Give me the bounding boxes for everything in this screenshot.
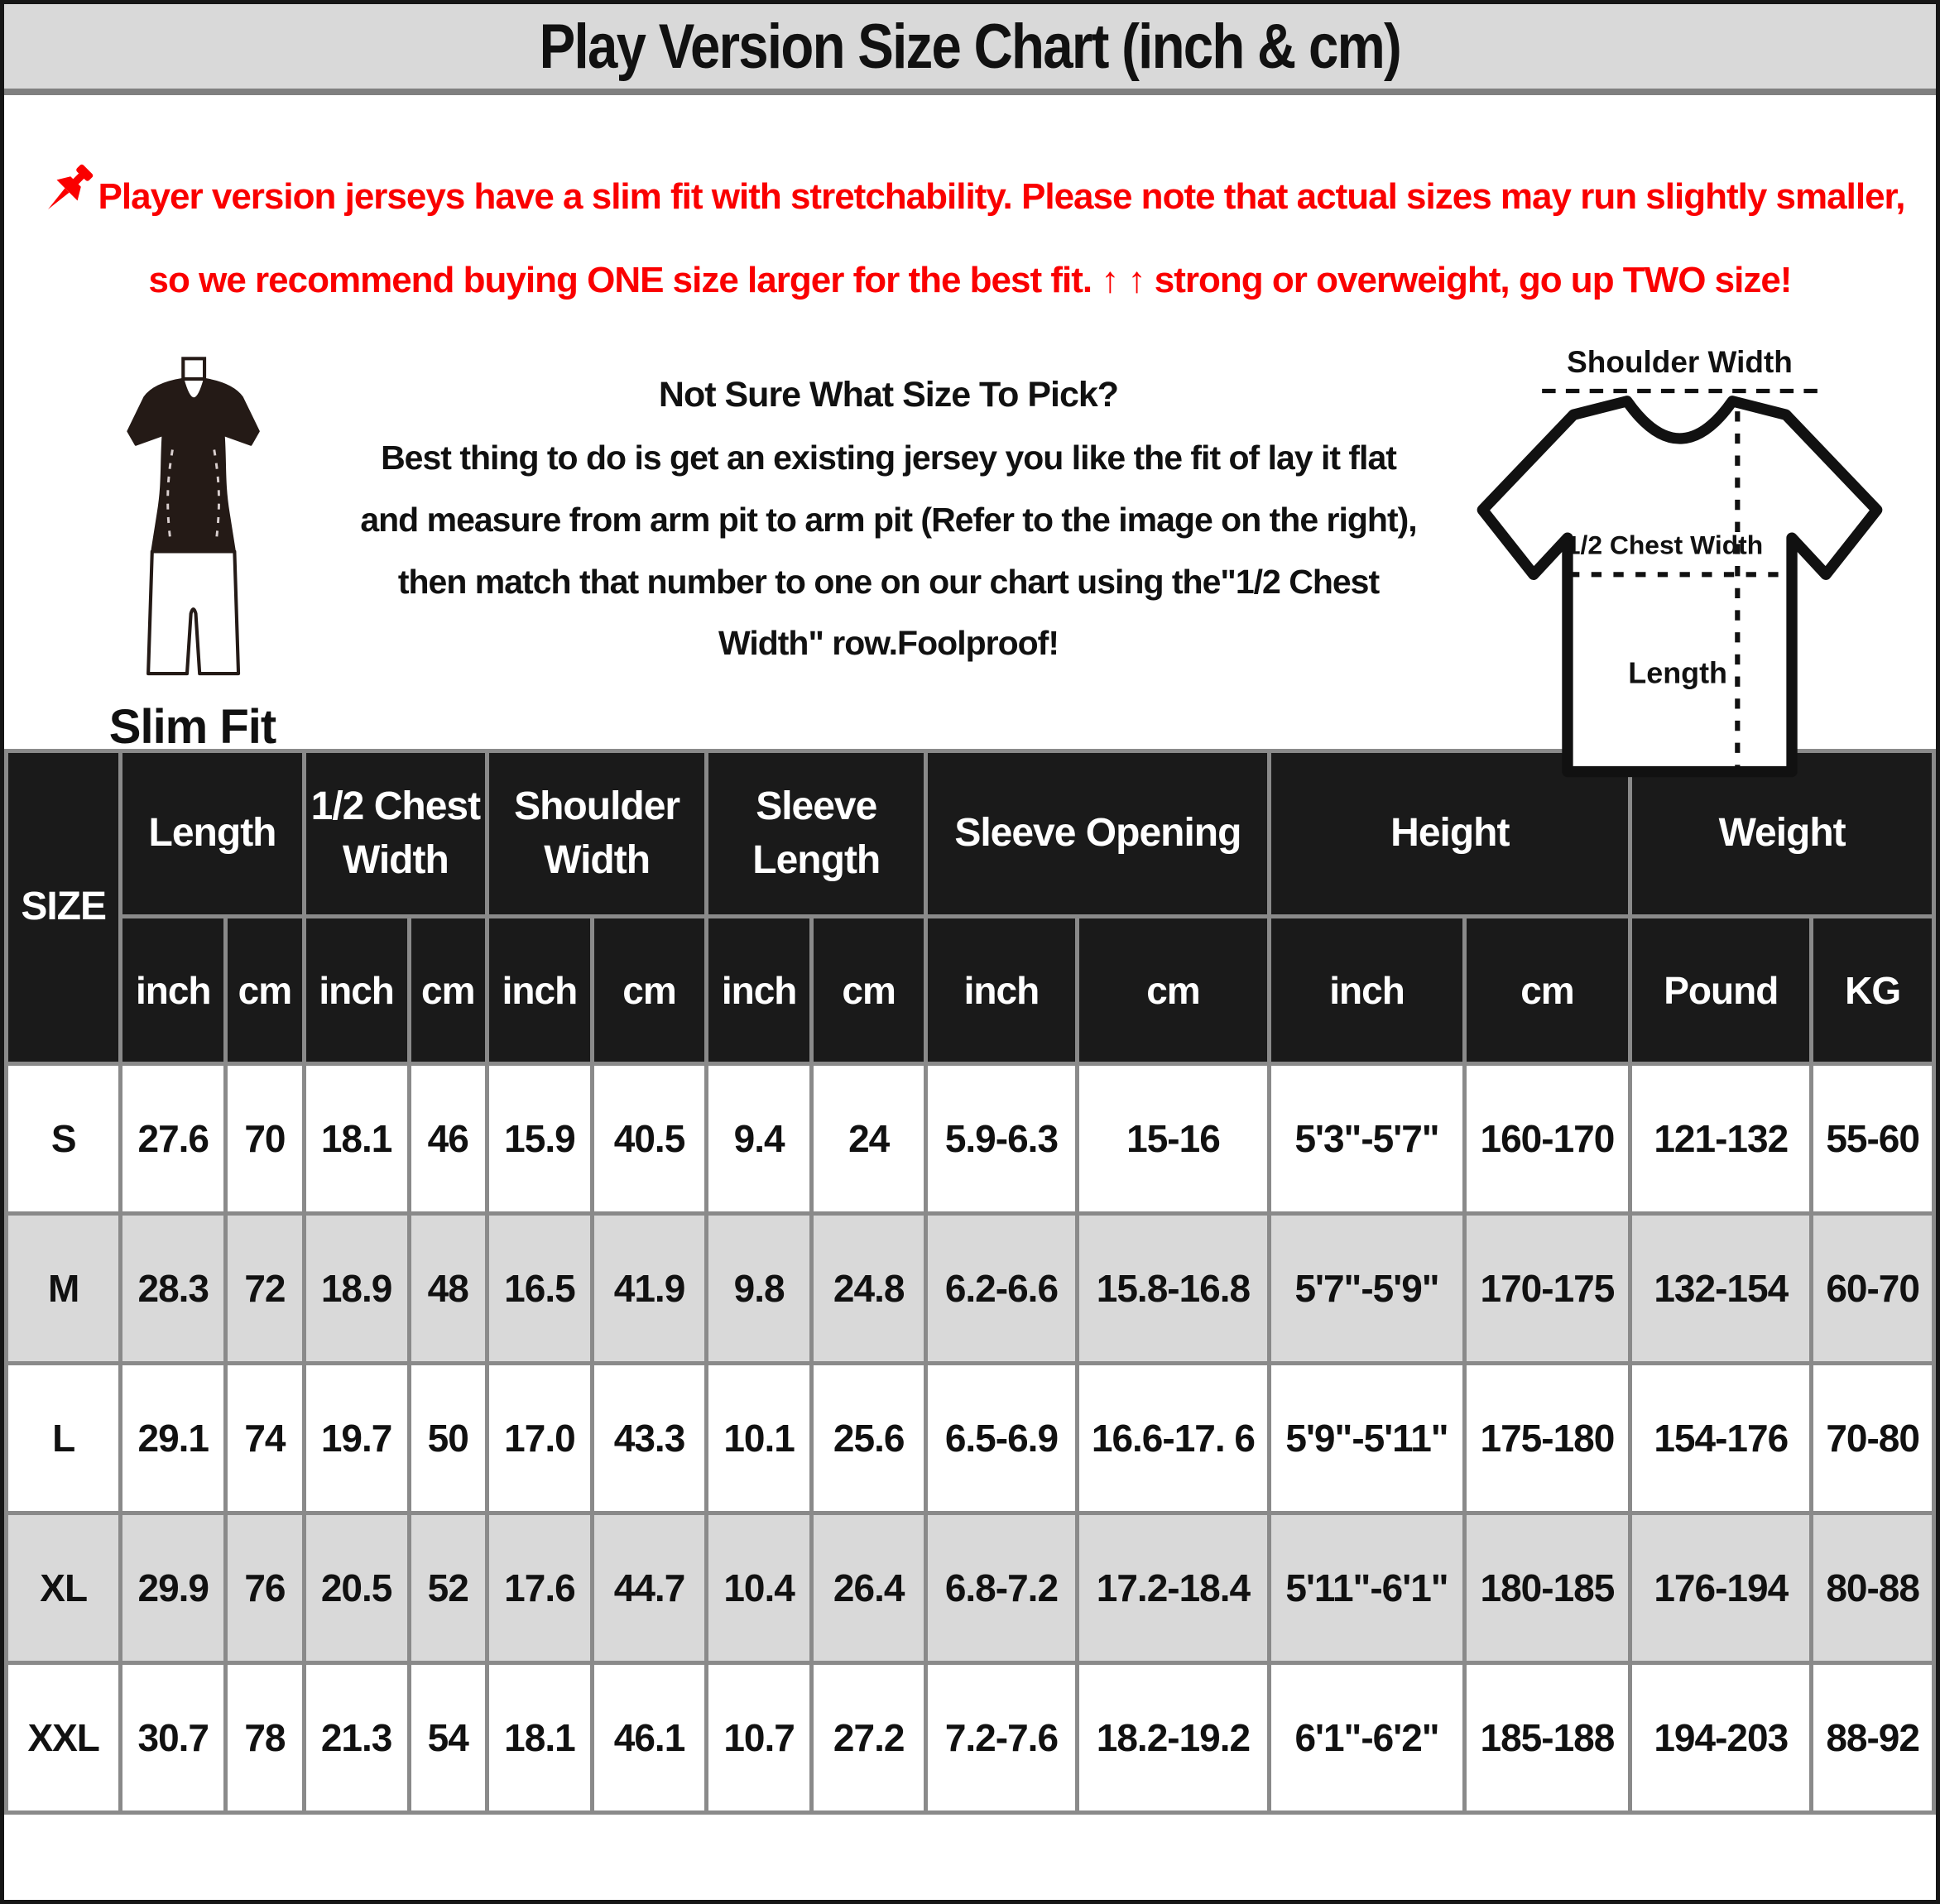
- cell-l-4: 17.0: [487, 1364, 593, 1513]
- cell-s-11: 160-170: [1464, 1064, 1630, 1214]
- cell-l-10: 5'9"-5'11": [1270, 1364, 1464, 1513]
- column-sub-sleeve-opening-inch: inch: [926, 917, 1077, 1064]
- size-label-xl: XL: [7, 1513, 121, 1663]
- cell-xxl-7: 27.2: [812, 1663, 926, 1813]
- column-sub-height-cm: cm: [1464, 917, 1630, 1064]
- column-sub-1-2-chest-width-cm: cm: [409, 917, 487, 1064]
- cell-xxl-1: 78: [226, 1663, 305, 1813]
- cell-xl-12: 176-194: [1630, 1513, 1812, 1663]
- cell-s-9: 15-16: [1077, 1064, 1270, 1214]
- cell-xl-10: 5'11"-6'1": [1270, 1513, 1464, 1663]
- cell-l-3: 50: [409, 1364, 487, 1513]
- cell-m-12: 132-154: [1630, 1214, 1812, 1364]
- column-group-length: Length: [121, 751, 304, 917]
- size-row-xxl: [7, 1663, 1934, 1813]
- cell-xxl-10: 6'1"-6'2": [1270, 1663, 1464, 1813]
- column-sub-weight-kg: KG: [1812, 917, 1934, 1064]
- cell-m-8: 6.2-6.6: [926, 1214, 1077, 1364]
- size-column-header: SIZE: [7, 751, 121, 1064]
- cell-l-2: 19.7: [304, 1364, 409, 1513]
- cell-s-3: 46: [409, 1064, 487, 1214]
- page-title: Play Version Size Chart (inch & cm): [539, 11, 1401, 82]
- sizing-advice: [335, 322, 1442, 674]
- cell-l-8: 6.5-6.9: [926, 1364, 1077, 1513]
- cell-xxl-5: 46.1: [592, 1663, 706, 1813]
- size-label-m: M: [7, 1214, 121, 1364]
- cell-xl-13: 80-88: [1812, 1513, 1934, 1663]
- size-row-xl: [7, 1513, 1934, 1663]
- fit-notice-text: Player version jerseys have a slim fit with stretchability. Please note that actual sizes may run slightly smaller, so we recommend buying ONE size larger for the best fit. ↑ ↑ strong or overweight, go up TWO size!: [98, 176, 1905, 301]
- measurement-diagram: [1442, 322, 1918, 794]
- column-sub-sleeve-length-cm: cm: [812, 917, 926, 1064]
- column-sub-sleeve-opening-cm: cm: [1077, 917, 1270, 1064]
- cell-m-11: 170-175: [1464, 1214, 1630, 1364]
- slim-fit-block: [50, 322, 335, 755]
- column-sub-shoulder-width-cm: cm: [592, 917, 706, 1064]
- cell-xxl-3: 54: [409, 1663, 487, 1813]
- table-unit-header-row: [7, 917, 1934, 1064]
- tshirt-measure-icon: [1442, 343, 1918, 794]
- cell-xxl-13: 88-92: [1812, 1663, 1934, 1813]
- cell-xl-4: 17.6: [487, 1513, 593, 1663]
- cell-m-1: 72: [226, 1214, 305, 1364]
- cell-xl-6: 10.4: [707, 1513, 812, 1663]
- cell-s-5: 40.5: [592, 1064, 706, 1214]
- advice-heading: Not Sure What Size To Pick?: [658, 375, 1119, 415]
- column-sub-length-inch: inch: [121, 917, 226, 1064]
- cell-l-6: 10.1: [707, 1364, 812, 1513]
- cell-l-9: 16.6-17. 6: [1077, 1364, 1270, 1513]
- fit-notice: [4, 95, 1936, 322]
- cell-s-12: 121-132: [1630, 1064, 1812, 1214]
- cell-xl-5: 44.7: [592, 1513, 706, 1663]
- column-sub-height-inch: inch: [1270, 917, 1464, 1064]
- column-group-sleeve-opening: Sleeve Opening: [926, 751, 1270, 917]
- advice-body: Best thing to do is get an existing jersey you like the fit of lay it flat and measure from arm pit to arm pit (Refer to the image on the right), then match that number to one on our chart using the"1/2 Chest Width" row.Foolproof!: [360, 439, 1417, 663]
- column-sub-weight-pound: Pound: [1630, 917, 1812, 1064]
- cell-m-10: 5'7"-5'9": [1270, 1214, 1464, 1364]
- cell-s-0: 27.6: [121, 1064, 226, 1214]
- cell-l-0: 29.1: [121, 1364, 226, 1513]
- cell-l-12: 154-176: [1630, 1364, 1812, 1513]
- slim-fit-label: Slim Fit: [108, 700, 276, 755]
- cell-xxl-12: 194-203: [1630, 1663, 1812, 1813]
- cell-l-11: 175-180: [1464, 1364, 1630, 1513]
- column-group-sleeve-length: Sleeve Length: [707, 751, 926, 917]
- cell-s-6: 9.4: [707, 1064, 812, 1214]
- cell-l-1: 74: [226, 1364, 305, 1513]
- cell-xxl-11: 185-188: [1464, 1663, 1630, 1813]
- cell-xl-0: 29.9: [121, 1513, 226, 1663]
- cell-m-2: 18.9: [304, 1214, 409, 1364]
- column-group-weight: Weight: [1630, 751, 1934, 917]
- cell-m-5: 41.9: [592, 1214, 706, 1364]
- cell-xxl-9: 18.2-19.2: [1077, 1663, 1270, 1813]
- cell-xxl-0: 30.7: [121, 1663, 226, 1813]
- size-row-l: [7, 1364, 1934, 1513]
- cell-s-8: 5.9-6.3: [926, 1064, 1077, 1214]
- cell-m-6: 9.8: [707, 1214, 812, 1364]
- cell-xl-7: 26.4: [812, 1513, 926, 1663]
- cell-xxl-4: 18.1: [487, 1663, 593, 1813]
- size-row-m: [7, 1214, 1934, 1364]
- column-group-shoulder-width: Shoulder Width: [487, 751, 707, 917]
- cell-xxl-6: 10.7: [707, 1663, 812, 1813]
- column-group-1-2-chest-width: 1/2 Chest Width: [304, 751, 487, 917]
- cell-l-5: 43.3: [592, 1364, 706, 1513]
- pushpin-icon: [36, 161, 97, 222]
- cell-xxl-8: 7.2-7.6: [926, 1663, 1077, 1813]
- diagram-length-label: Length: [1628, 656, 1727, 691]
- cell-xl-3: 52: [409, 1513, 487, 1663]
- cell-l-13: 70-80: [1812, 1364, 1934, 1513]
- size-label-s: S: [7, 1064, 121, 1214]
- cell-m-4: 16.5: [487, 1214, 593, 1364]
- cell-s-10: 5'3"-5'7": [1270, 1064, 1464, 1214]
- cell-xxl-2: 21.3: [304, 1663, 409, 1813]
- cell-m-13: 60-70: [1812, 1214, 1934, 1364]
- cell-m-7: 24.8: [812, 1214, 926, 1364]
- diagram-shoulder-label: Shoulder Width: [1567, 345, 1793, 380]
- cell-xl-11: 180-185: [1464, 1513, 1630, 1663]
- column-sub-shoulder-width-inch: inch: [487, 917, 593, 1064]
- column-sub-length-cm: cm: [226, 917, 305, 1064]
- column-sub-sleeve-length-inch: inch: [707, 917, 812, 1064]
- title-bar: [4, 4, 1936, 95]
- diagram-chest-label: 1/2 Chest Width: [1565, 530, 1764, 561]
- guide-section: [4, 322, 1936, 755]
- cell-m-3: 48: [409, 1214, 487, 1364]
- size-table: [4, 749, 1936, 1815]
- column-sub-1-2-chest-width-inch: inch: [304, 917, 409, 1064]
- size-label-l: L: [7, 1364, 121, 1513]
- cell-m-9: 15.8-16.8: [1077, 1214, 1270, 1364]
- cell-m-0: 28.3: [121, 1214, 226, 1364]
- cell-s-1: 70: [226, 1064, 305, 1214]
- cell-l-7: 25.6: [812, 1364, 926, 1513]
- column-group-height: Height: [1270, 751, 1630, 917]
- cell-xl-1: 76: [226, 1513, 305, 1663]
- cell-s-4: 15.9: [487, 1064, 593, 1214]
- size-row-s: [7, 1064, 1934, 1214]
- cell-s-2: 18.1: [304, 1064, 409, 1214]
- slim-fit-figure-icon: [50, 357, 335, 696]
- cell-s-13: 55-60: [1812, 1064, 1934, 1214]
- cell-s-7: 24: [812, 1064, 926, 1214]
- cell-xl-2: 20.5: [304, 1513, 409, 1663]
- size-label-xxl: XXL: [7, 1663, 121, 1813]
- cell-xl-9: 17.2-18.4: [1077, 1513, 1270, 1663]
- cell-xl-8: 6.8-7.2: [926, 1513, 1077, 1663]
